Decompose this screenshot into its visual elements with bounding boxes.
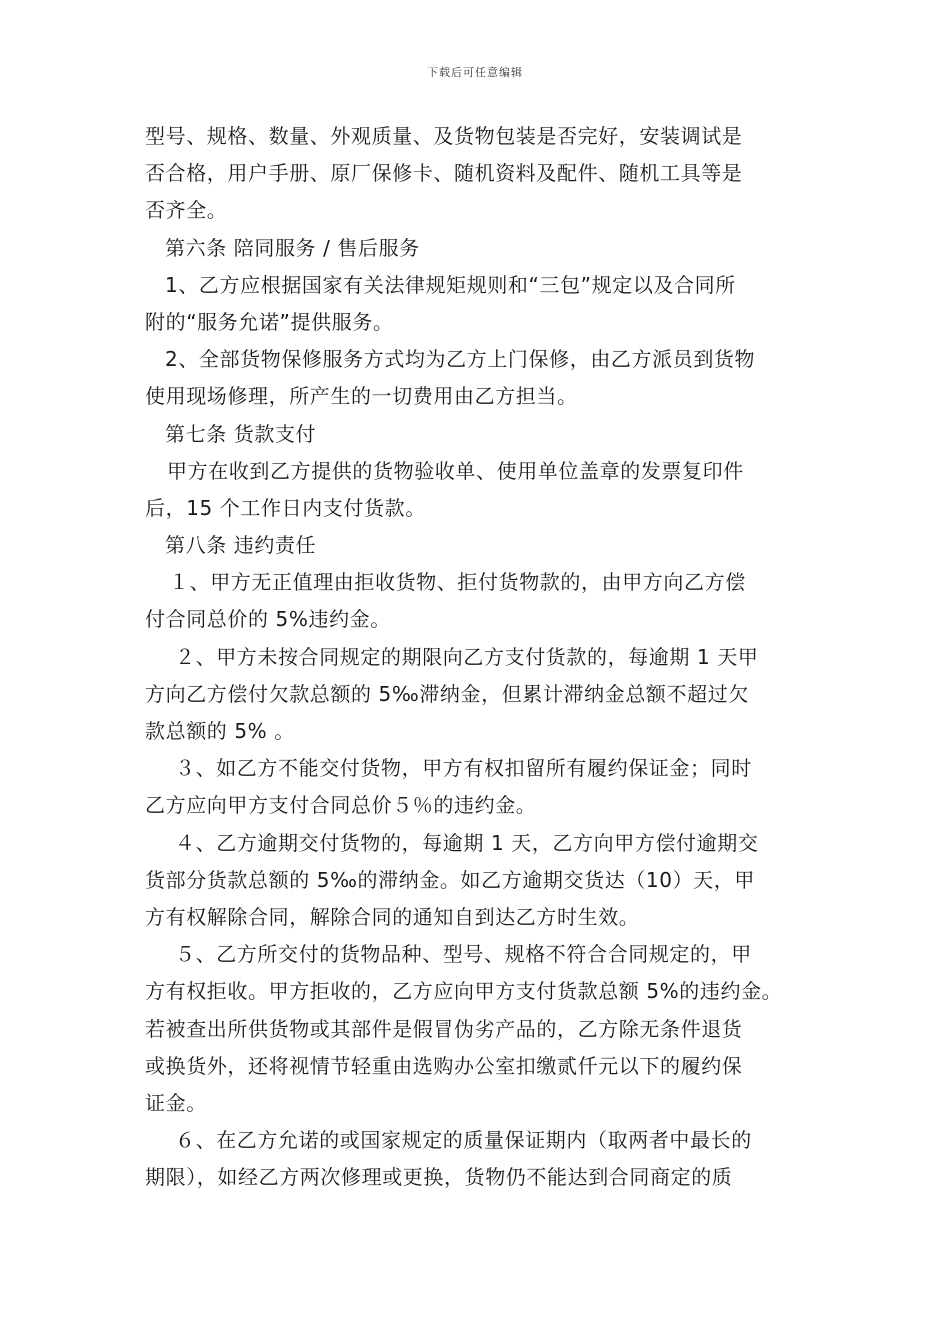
text-line: 期限），如经乙方两次修理或更换，货物仍不能达到合同商定的质 xyxy=(145,1165,733,1190)
text-line: ４、乙方逾期交付货物的，每逾期 1 天，乙方向甲方偿付逾期交 xyxy=(175,830,759,855)
text-line: ３、如乙方不能交付货物，甲方有权扣留所有履约保证金；同时 xyxy=(175,756,752,781)
text-line: 否合格，用户手册、原厂保修卡、随机资料及配件、随机工具等是 xyxy=(145,161,743,186)
text-line: 2、全部货物保修服务方式均为乙方上门保修，由乙方派员到货物 xyxy=(165,347,756,372)
text-line: 方有权拒收。甲方拒收的，乙方应向甲方支付货款总额 5%的违约金。 xyxy=(145,979,783,1004)
text-line: ５、乙方所交付的货物品种、型号、规格不符合合同规定的，甲 xyxy=(175,942,752,967)
text-line: 附的“服务允诺”提供服务。 xyxy=(145,309,394,334)
text-line: ２、甲方未按合同规定的期限向乙方支付货款的，每逾期 1 天甲 xyxy=(175,644,759,669)
section-heading: 第六条 陪同服务 / 售后服务 xyxy=(165,235,420,260)
text-line: 甲方在收到乙方提供的货物验收单、使用单位盖章的发票复印件 xyxy=(167,458,744,483)
text-line: 方向乙方偿付欠款总额的 5‰滞纳金，但累计滞纳金总额不超过欠 xyxy=(145,681,749,706)
text-line: 否齐全。 xyxy=(145,198,228,223)
page-header: 下载后可任意编辑 xyxy=(427,66,523,79)
text-line: 1、乙方应根据国家有关法律规矩规则和“三包”规定以及合同所 xyxy=(165,272,736,297)
text-line: 若被查出所供货物或其部件是假冒伪劣产品的，乙方除无条件退货 xyxy=(145,1016,743,1041)
text-line: 证金。 xyxy=(145,1090,207,1115)
text-line: 货部分货款总额的 5‰的滞纳金。如乙方逾期交货达（10）天，甲 xyxy=(145,867,755,892)
section-heading: 第七条 货款支付 xyxy=(165,421,317,446)
text-line: ６、在乙方允诺的或国家规定的质量保证期内（取两者中最长的 xyxy=(175,1128,752,1153)
document-body xyxy=(145,118,810,1196)
text-line: 款总额的 5% 。 xyxy=(145,719,295,743)
section-heading: 第八条 违约责任 xyxy=(165,533,317,558)
text-line: 付合同总价的 5%违约金。 xyxy=(145,607,391,632)
text-line: 后，15 个工作日内支付货款。 xyxy=(145,495,426,520)
text-line: 型号、规格、数量、外观质量、及货物包装是否完好，安装调试是 xyxy=(145,124,743,148)
text-line: 方有权解除合同，解除合同的通知自到达乙方时生效。 xyxy=(145,904,640,929)
text-line: １、甲方无正值理由拒收货物、拒付货物款的，由甲方向乙方偿 xyxy=(169,570,746,595)
text-line: 使用现场修理，所产生的一切费用由乙方担当。 xyxy=(145,384,578,409)
text-line: 或换货外，还将视情节轻重由选购办公室扣缴贰仟元以下的履约保 xyxy=(145,1053,743,1078)
text-line: 乙方应向甲方支付合同总价５％的违约金。 xyxy=(145,793,537,818)
